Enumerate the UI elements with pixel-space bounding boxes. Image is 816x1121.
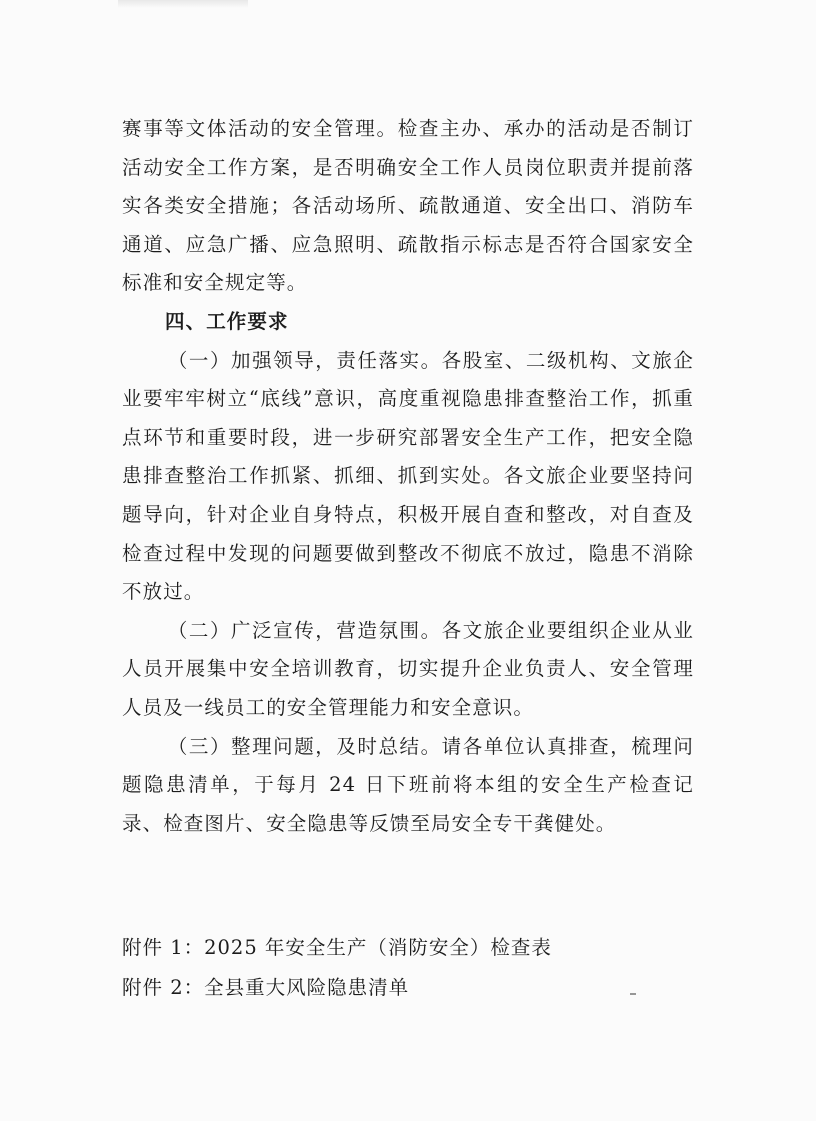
scan-speck [630,993,636,995]
attachment-list [122,928,682,1008]
section-heading: 四、工作要求 [165,309,289,333]
paragraph-continuation: 赛事等文体活动的安全管理。检查主办、承办的活动是否制订活动安全工作方案，是否明确安全工作人员岗位职责并提前落实各类安全措施；各活动场所、疏散通道、安全出口、消防车通道、应急广播、应急照明、疏散指示标志是否符合国家安全标准和安全规定等。 [122,117,694,295]
scan-smudge [118,0,248,8]
attachment-item-1: 附件 1：2025 年安全生产（消防安全）检查表 [122,936,552,959]
paragraph-requirement-1: （一）加强领导，责任落实。各股室、二级机构、文旅企业要牢牢树立“底线”意识，高度重视隐患排查整治工作，抓重点环节和重要时段，进一步研究部署安全生产工作，把安全隐患排查整治工作抓紧、抓细、抓到实处。各文旅企业要坚持问题导向，针对企业自身特点，积极开展自查和整改，对自查及检查过程中发现的问题要做到整改不彻底不放过，隐患不消除不放过。 [122,348,694,604]
paragraph-requirement-3: （三）整理问题，及时总结。请各单位认真排查，梳理问题隐患清单，于每月 24 日下班前将本组的安全生产检查记录、检查图片、安全隐患等反馈至局安全专干龚健处。 [122,734,694,835]
paragraph-requirement-2: （二）广泛宣传，营造氛围。各文旅企业要组织企业从业人员开展集中安全培训教育，切实提升企业负责人、安全管理人员及一线员工的安全管理能力和安全意识。 [122,618,694,719]
attachment-item-2: 附件 2：全县重大风险隐患清单 [122,976,410,999]
document-body [122,110,694,843]
